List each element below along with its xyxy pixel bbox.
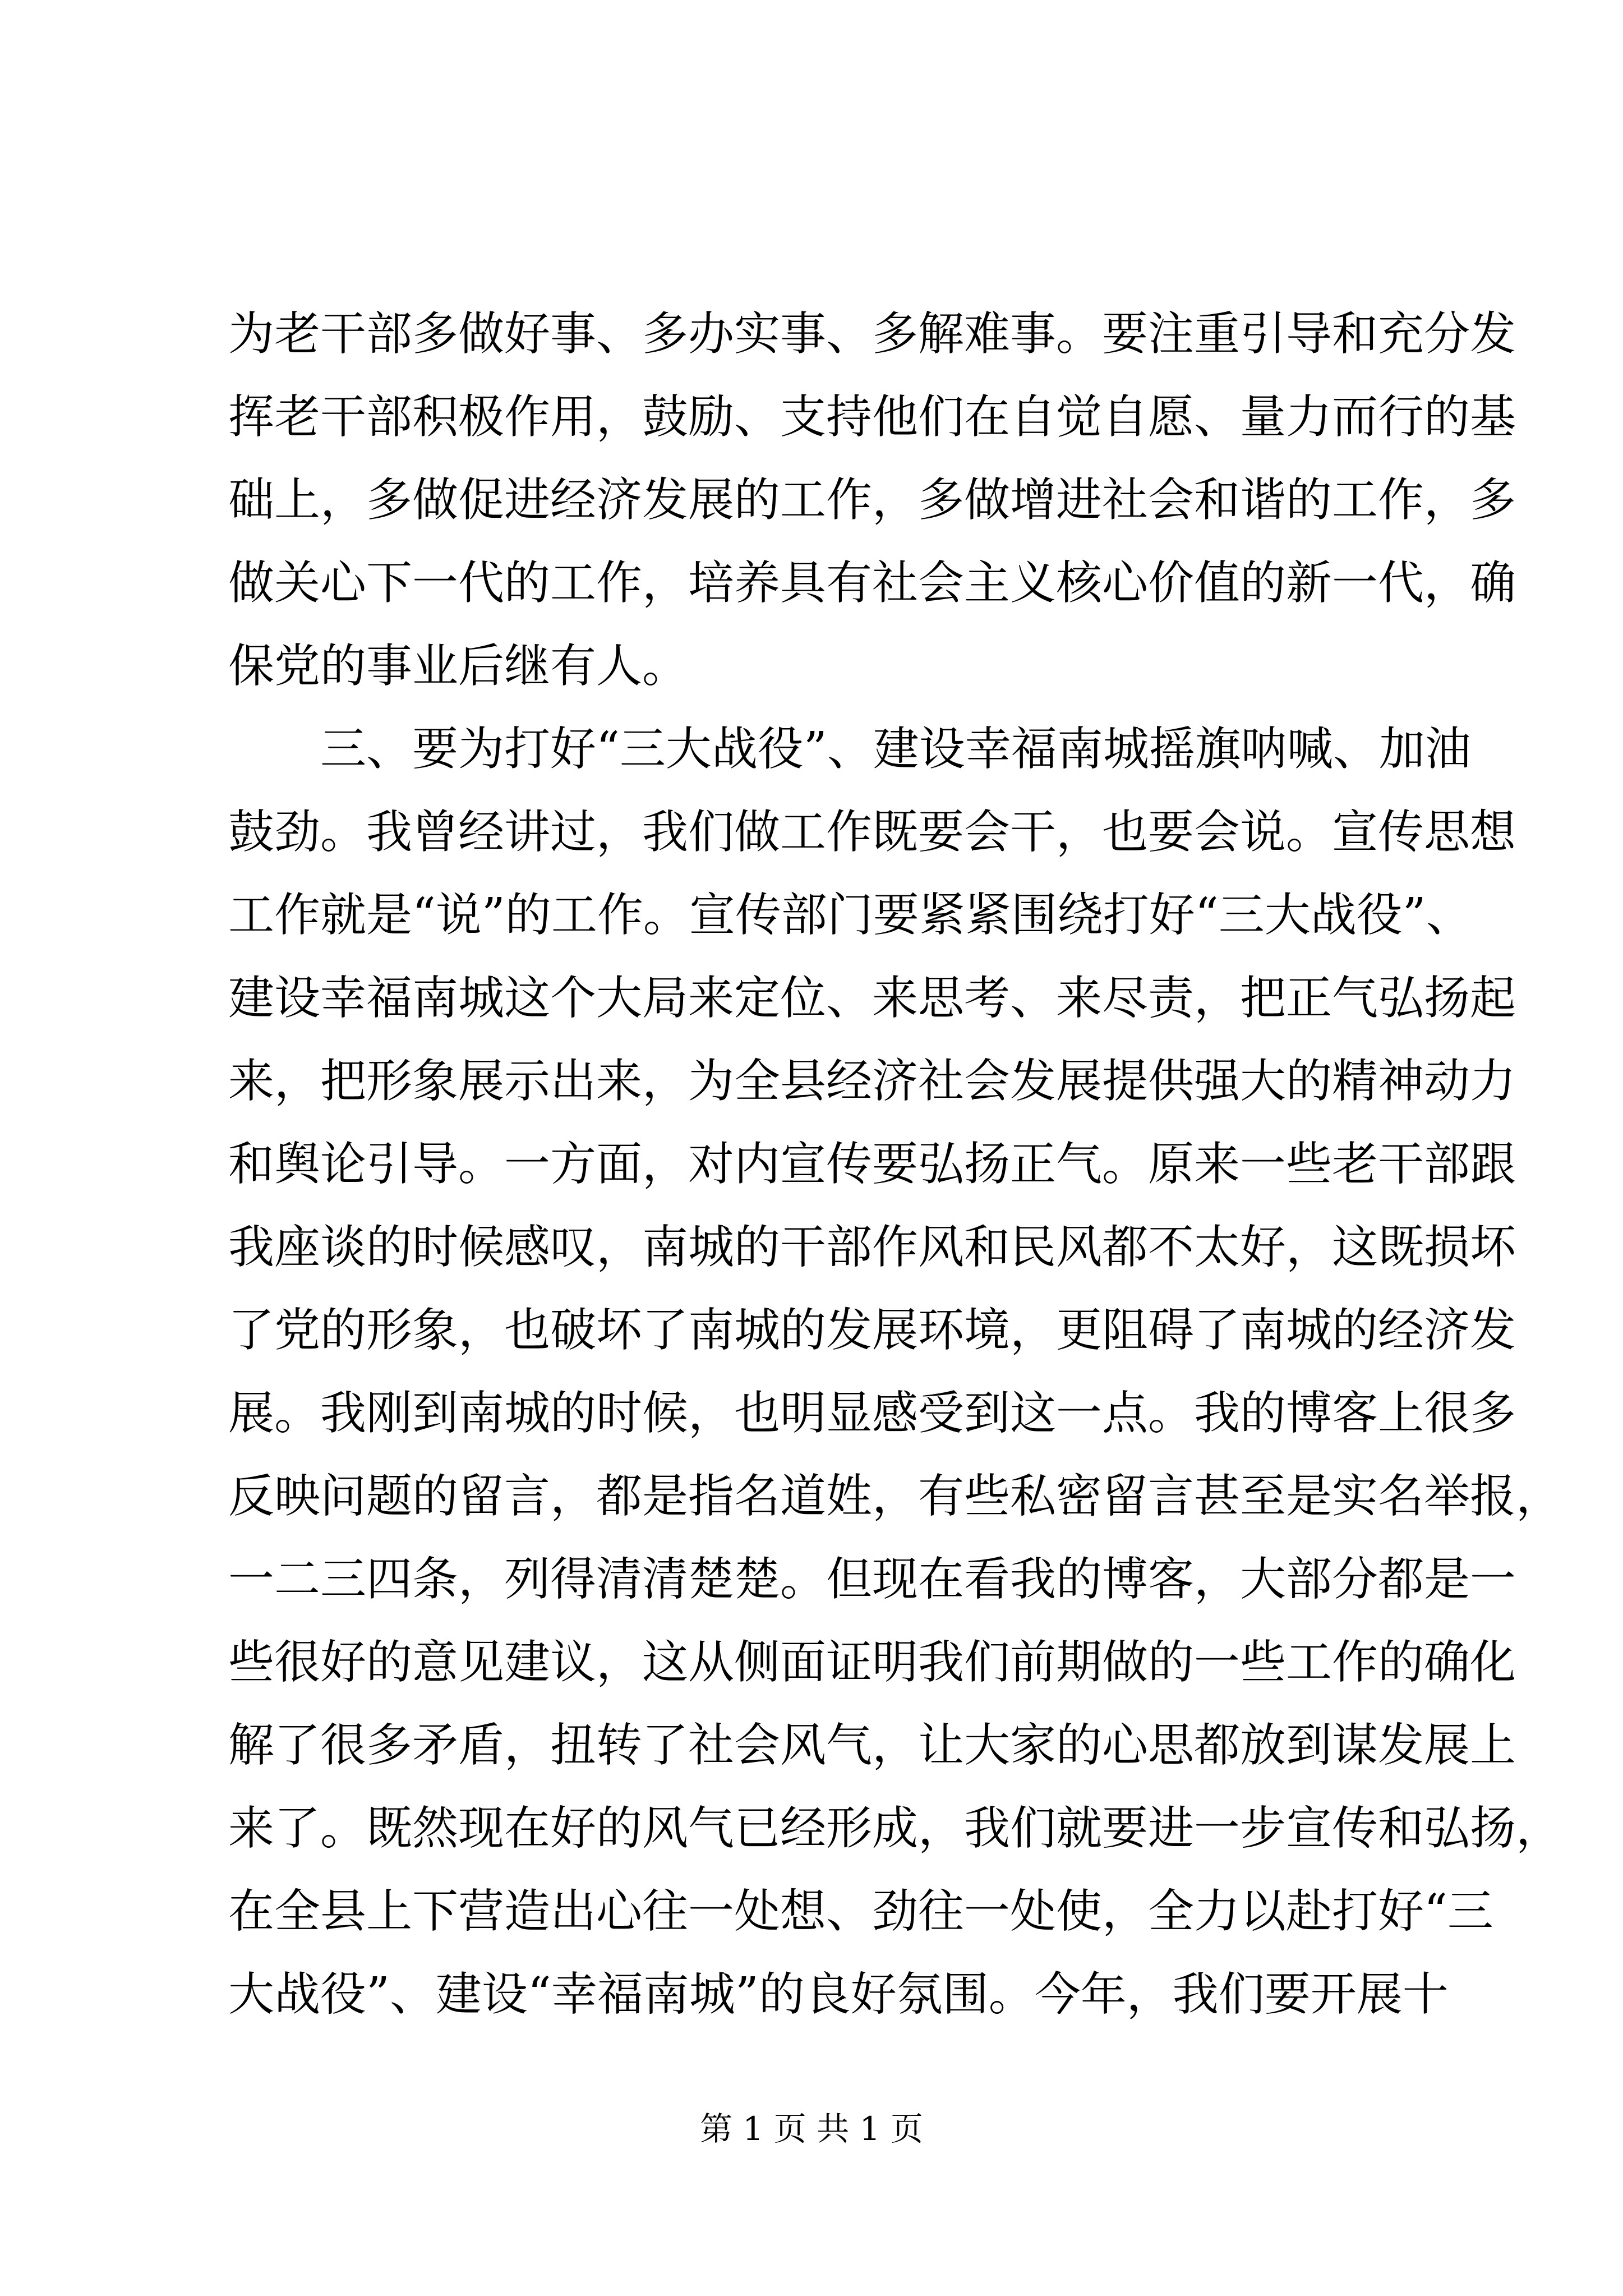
text-line: 大战役”、建设“幸福南城”的良好氛围。今年，我们要开展十 <box>228 1968 1449 2021</box>
page-footer: 第 1 页 共 1 页 <box>700 2110 923 2148</box>
text-line: 础上，多做促进经济发展的工作，多做增进社会和谐的工作，多 <box>228 473 1516 527</box>
text-line: 来了。既然现在好的风气已经形成，我们就要进一步宣传和弘扬， <box>228 1802 1562 1855</box>
text-line: 来，把形象展示出来，为全县经济社会发展提供强大的精神动力 <box>228 1055 1516 1108</box>
text-line: 了党的形象，也破坏了南城的发展环境，更阻碍了南城的经济发 <box>228 1304 1516 1357</box>
text-line: 展。我刚到南城的时候，也明显感受到这一点。我的博客上很多 <box>228 1387 1516 1440</box>
text-line: 一二三四条，列得清清楚楚。但现在看我的博客，大部分都是一 <box>228 1553 1516 1606</box>
text-line: 鼓劲。我曾经讲过，我们做工作既要会干，也要会说。宣传思想 <box>228 806 1516 859</box>
text-line: 三、要为打好“三大战役”、建设幸福南城摇旗呐喊、加油 <box>228 723 1471 776</box>
text-line: 建设幸福南城这个大局来定位、来思考、来尽责，把正气弘扬起 <box>228 972 1516 1025</box>
text-line: 为老干部多做好事、多办实事、多解难事。要注重引导和充分发 <box>228 307 1516 361</box>
text-line: 保党的事业后继有人。 <box>228 639 689 693</box>
text-line: 工作就是“说”的工作。宣传部门要紧紧围绕打好“三大战役”、 <box>228 889 1472 942</box>
text-line: 些很好的意见建议，这从侧面证明我们前期做的一些工作的确化 <box>228 1636 1516 1689</box>
body-text <box>228 293 1562 2036</box>
text-line: 解了很多矛盾，扭转了社会风气，让大家的心思都放到谋发展上 <box>228 1719 1516 1772</box>
text-line: 我座谈的时候感叹，南城的干部作风和民风都不太好，这既损坏 <box>228 1221 1516 1274</box>
text-line: 做关心下一代的工作，培养具有社会主义核心价值的新一代，确 <box>228 556 1516 610</box>
text-line: 在全县上下营造出心往一处想、劲往一处使，全力以赴打好“三 <box>228 1885 1493 1938</box>
text-line: 反映问题的留言，都是指名道姓，有些私密留言甚至是实名举报， <box>228 1470 1562 1523</box>
text-line: 挥老干部积极作用，鼓励、支持他们在自觉自愿、量力而行的基 <box>228 390 1516 444</box>
text-line: 和舆论引导。一方面，对内宣传要弘扬正气。原来一些老干部跟 <box>228 1138 1516 1191</box>
